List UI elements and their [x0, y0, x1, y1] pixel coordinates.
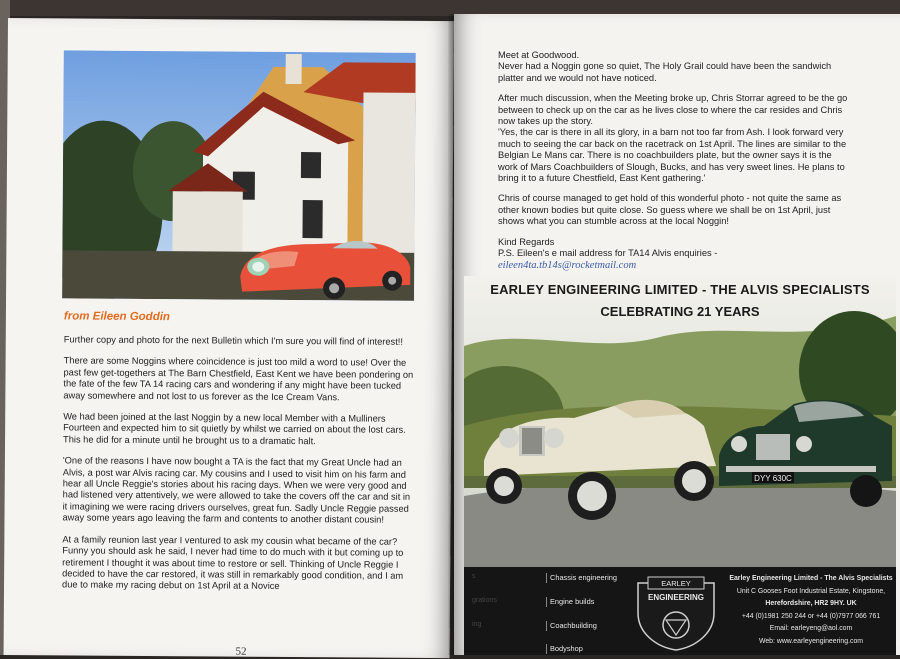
- right-page: [454, 14, 900, 655]
- service-item: Engine builds: [550, 597, 595, 606]
- contact-block: [726, 573, 896, 649]
- faint-service: grations: [472, 597, 497, 604]
- contact-company: Earley Engineering Limited - The Alvis Specialists: [729, 575, 893, 582]
- right-paragraph: Chris of course managed to get hold of this wonderful photo - not quite the same as other known bodies but quite close. So guess where we shall be on 1st April, just shows what you can stumble across at the local Noggin!: [498, 193, 842, 227]
- left-paragraph: Further copy and photo for the next Bulletin which I'm sure you will find of interest!!: [63, 334, 404, 347]
- left-paragraph: There are some Noggins where coincidence is just too mild a word to use! Over the past few get-togethers at The Barn Chestfield, East Kent we have been pondering on the fate of the few TA 14 racing cars and wondering if any might have been tucked away somewhere and not lost to us forever as the Ice Cream Vans.: [63, 355, 414, 402]
- house-with-racing-car-photo: [62, 50, 416, 300]
- signoff-block: [498, 237, 848, 271]
- right-paragraph: After much discussion, when the Meeting broke up, Chris Storrar agreed to be the go between to check up on the car as he lives close to where the car resides and Chris now takes up the story. 'Yes, the car is there in all its glory, in a barn not too far from Ash. I look forward very much to seeing the car back on the racetrack on 1st April. The lines are similar to the Belgian Le Mans car. There is no coachbuilders plate, but the owner says it is the work of Mars Coachbuilders of Slough, Bucks, and has very sweet lines. He plans to bring it to a future Chestfield, East Kent gathering.': [498, 93, 848, 184]
- article-byline: from Eileen Goddin: [63, 310, 171, 324]
- number-plate: DYY 630C: [754, 474, 792, 483]
- badge-mid-text: ENGINEERING: [647, 593, 705, 602]
- right-article-body: [498, 50, 848, 271]
- earley-engineering-badge: [634, 573, 718, 651]
- contact-address: Unit C Gooses Foot Industrial Estate, Kingstone,: [736, 587, 886, 595]
- classic-cars-photo: [464, 276, 896, 567]
- left-paragraph: We had been joined at the last Noggin by a new local Member with a Mulliners Fourteen and expected him to sit quietly by whilst we carried on about the lost cars. This he did for a minute until he brought us to a dramatic halt.: [63, 411, 406, 447]
- ps-note: P.S. Eileen's e mail address for TA14 Alvis enquiries -: [498, 248, 718, 259]
- page-number: 52: [235, 645, 247, 658]
- right-paragraph: Meet at Goodwood. Never had a Noggin gone so quiet, The Holy Grail could have been the sandwich platter and we would not have noticed.: [498, 50, 832, 83]
- service-item: Chassis engineering: [550, 573, 617, 582]
- faint-service: ing: [472, 621, 482, 628]
- left-article-body: [62, 334, 414, 603]
- advert-title: EARLEY ENGINEERING LIMITED - THE ALVIS SPECIALISTS: [490, 282, 870, 297]
- left-paragraph: At a family reunion last year I ventured to ask my cousin what became of the car? Funny you should ask he said, I never had time to do much with it but coming up to retirement I thought it was about time to restore or sell. Thinking of Uncle Reggie I decided to have the car restored, it was still in remarkably good condition, and I am due to make my racing debut on 1st April at a Novice: [62, 534, 404, 592]
- earley-engineering-advert: [464, 276, 896, 655]
- advert-footer: [464, 567, 896, 655]
- email-link[interactable]: eileen4ta.tb14s@rocketmail.com: [498, 259, 637, 271]
- contact-web[interactable]: Web: www.earleyengineering.com: [758, 637, 864, 645]
- contact-email[interactable]: Email: earleyeng@aol.com: [769, 625, 853, 633]
- faint-service: s: [472, 573, 476, 580]
- service-item: Bodyshop: [550, 644, 583, 653]
- signoff: Kind Regards: [498, 236, 555, 247]
- left-page: [4, 18, 454, 658]
- badge-top-text: EARLEY: [661, 579, 691, 588]
- advert-subtitle: CELEBRATING 21 YEARS: [600, 304, 760, 319]
- service-item: Coachbuilding: [550, 621, 597, 630]
- left-paragraph: 'One of the reasons I have now bought a TA is the fact that my Great Uncle had an Alvis, a post war Alvis racing car. My cousins and I used to visit him on his farm and hear all Uncle Reggie's stories about his racing days. When we were very good and had listened very attentively, we were allowed to take the covers off the car and sit in it imagining we were racing drivers ourselves, great fun. Sadly Uncle Reggie passed away some years ago leaving the farm and contents to another distant cousin!: [62, 455, 411, 525]
- contact-phone: +44 (0)1981 250 244 or +44 (0)7977 066 761: [741, 612, 881, 620]
- contact-region: Herefordshire, HR2 9HY. UK: [765, 600, 857, 608]
